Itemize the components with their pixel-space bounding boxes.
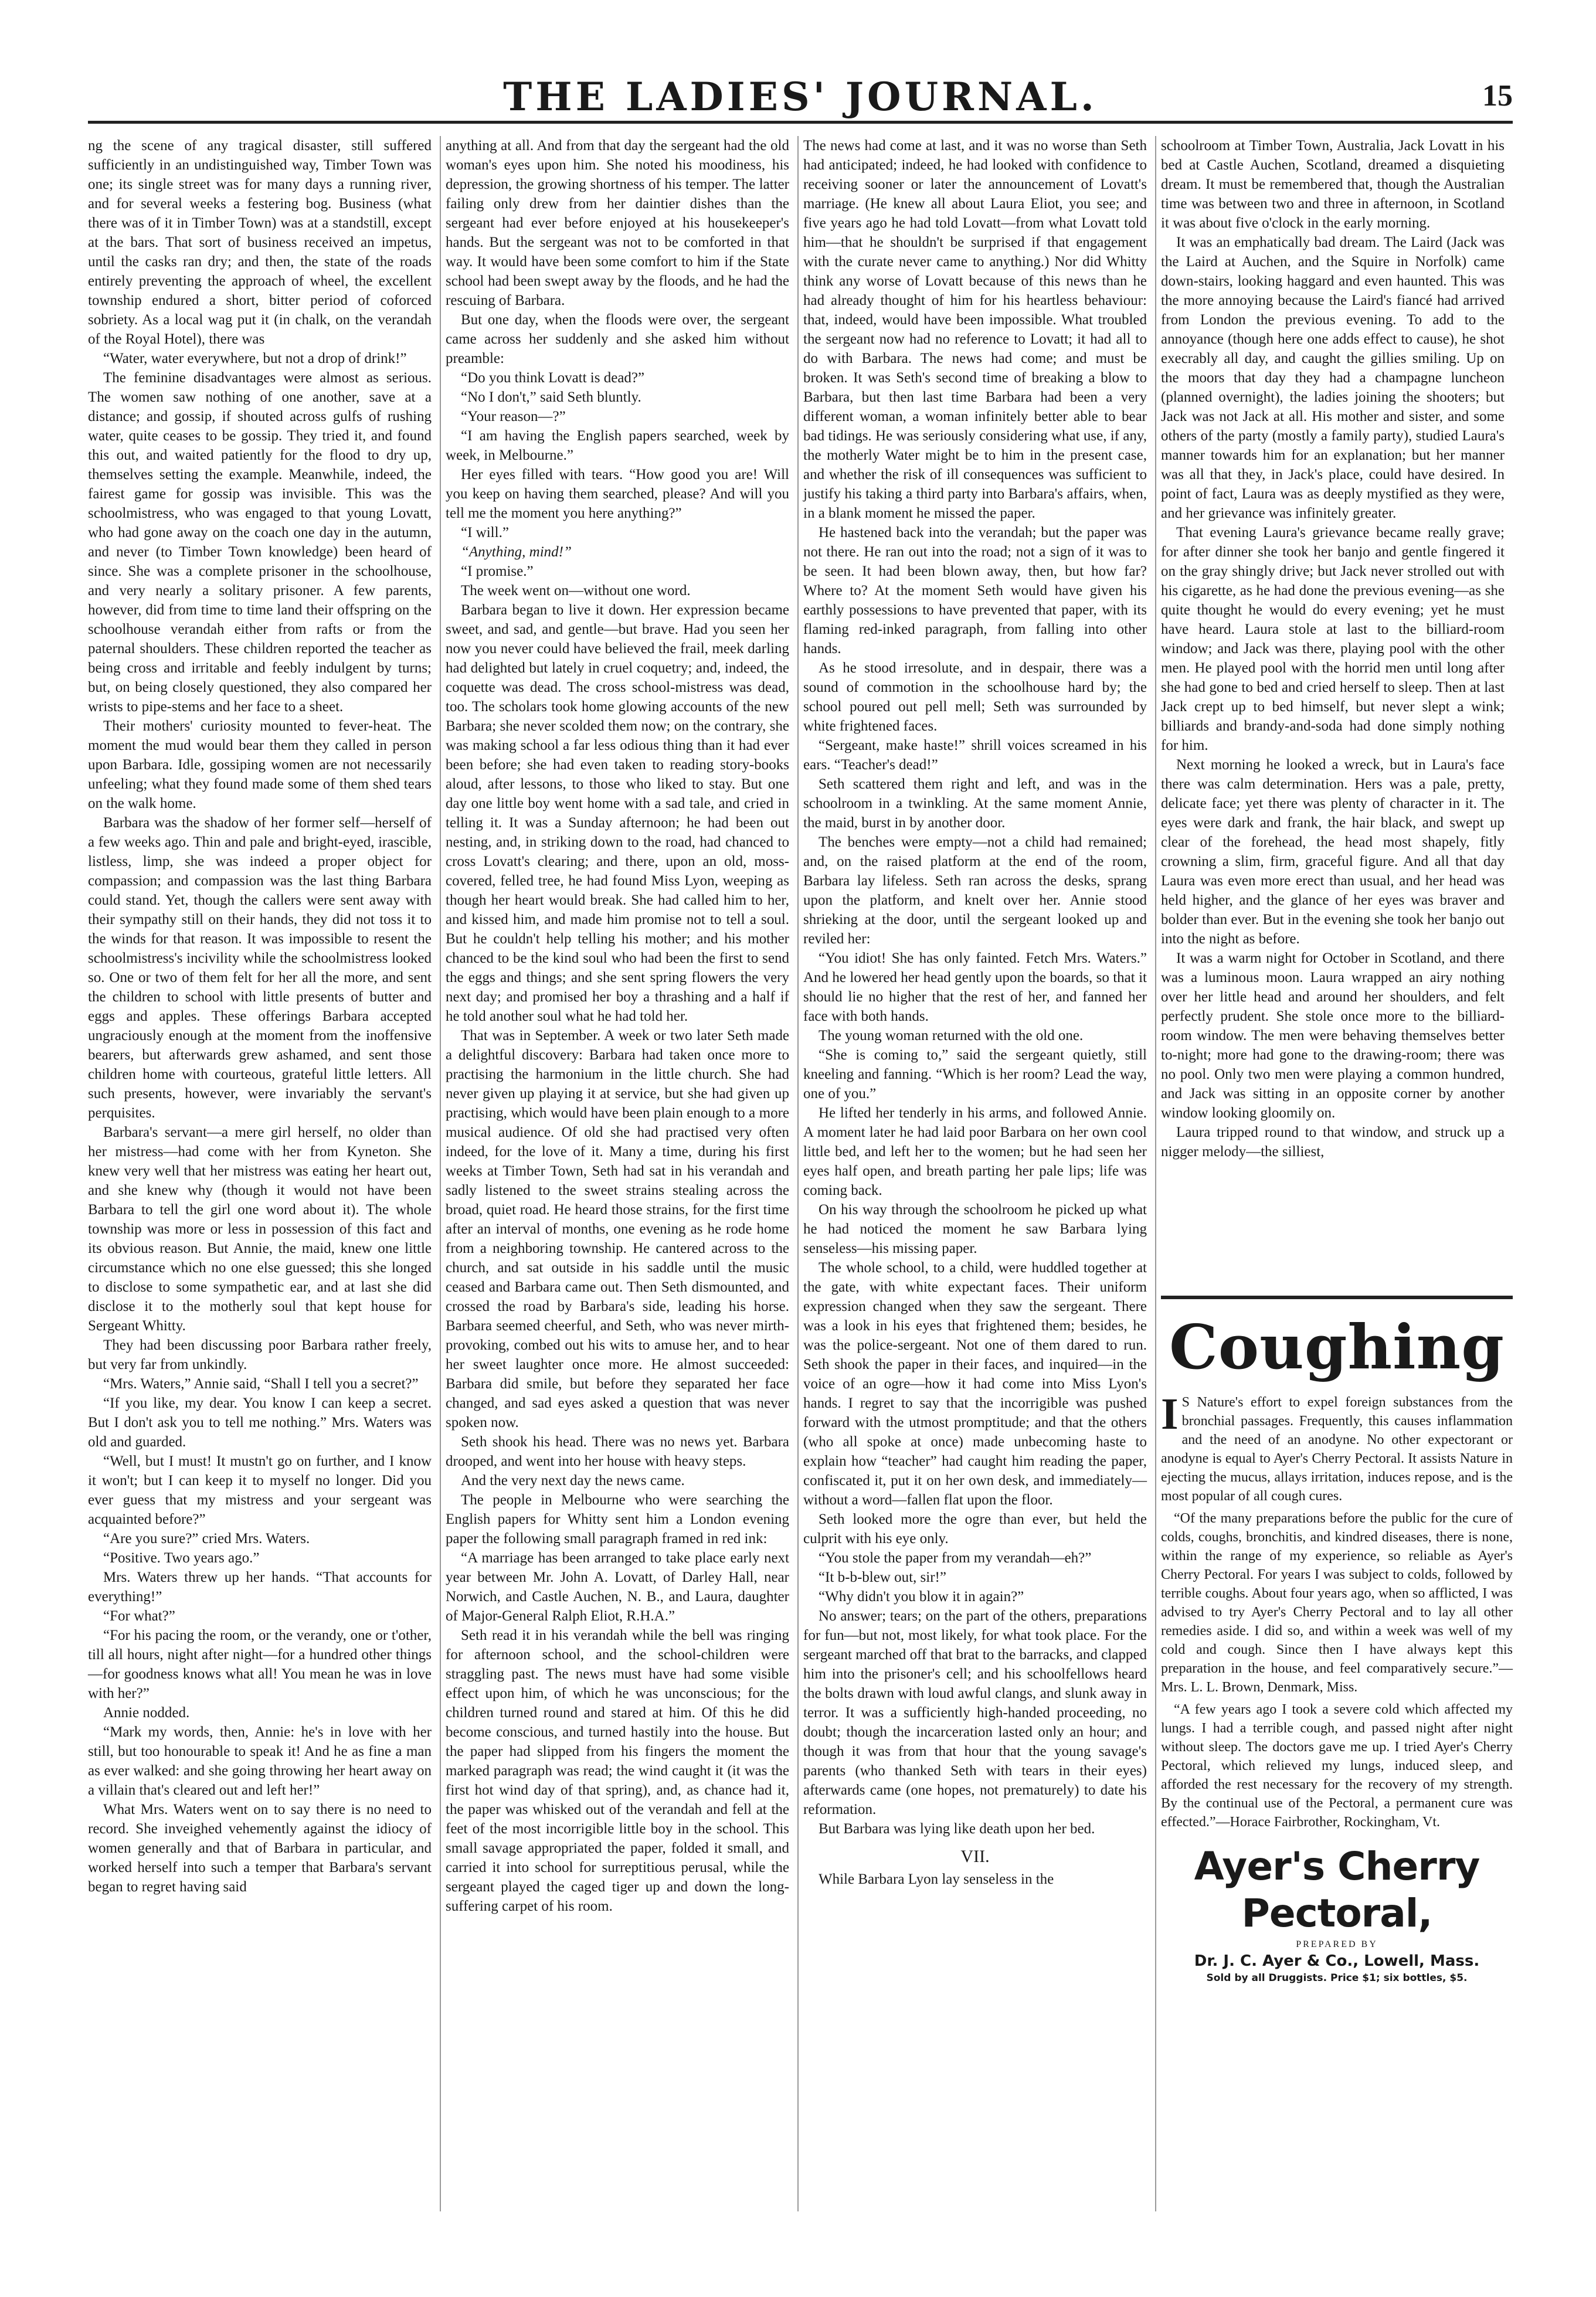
story-column-1 — [88, 136, 432, 2223]
story-paragraph: “For what?” — [103, 1608, 175, 1624]
story-column-4 — [1161, 136, 1505, 1273]
story-paragraph: That was in September. A week or two later Seth made a delightful discovery: Barbara had taken once more to practising the harmonium in the little church. She had never given up playing it at service, but she had given up practising, which would have been plain enough to a more musical audience. Of old she had practised very often indeed, for the love of it. Many a time, during his first weeks at Timber Town, Seth had sat in his verandah and sadly listened to the sweet strains stealing across the broad, quiet road. He heard those strains, for the first time after an interval of months, one evening as he rode home from a neighboring township. He cantered across to the church, and sat outside in his saddle until the music ceased and Barbara came out. Then Seth dismounted, and crossed the road by Barbara's side, leading his horse. Barbara seemed cheerful, and Seth, who was never mirth-provoking, combed out his wits to amuse her, and to hear her sweet laughter once more. He almost succeeded: Barbara did smile, but before they separated her face changed, and sad eyes asked a question that was never spoken now. — [446, 1028, 789, 1430]
ad-intro — [1161, 1389, 1513, 1506]
story-paragraph: As he stood irresolute, and in despair, there was a sound of commotion in the schoolhouse hard by; the school poured out pell mell; Seth was surrounded by white frightened faces. — [803, 660, 1147, 734]
story-paragraph: “You stole the paper from my verandah—eh?” — [819, 1550, 1092, 1566]
story-paragraph: Seth looked more the ogre than ever, but held the culprit with his eye only. — [803, 1511, 1147, 1547]
story-paragraph: “Mark my words, then, Annie: he's in love with her still, but too honourable to speak it! And he as fine a man as ever walked: and she going throwing her heart away on a villain that's cleared out and left her!” — [88, 1724, 432, 1798]
story-paragraph: Their mothers' curiosity mounted to fever-heat. The moment the mud would bear them they called in person upon Barbara. Idle, gossiping women are not necessarily unfeeling; what they found made some of them shed tears on the walk home. — [88, 718, 432, 811]
story-column-2 — [446, 136, 789, 2223]
ad-testimonial: “A few years ago I took a severe cold which affected my lungs. I had a terrible cough, and passed night after night without sleep. The doctors gave me up. I tried Ayer's Cherry Pectoral, which relieved my lungs, induced sleep, and afforded the rest necessary for the recovery of my strength. By the continual use of the Pectoral, a permanent cure was effected.”—Horace Fairbrother, Rockingham, Vt. — [1161, 1702, 1513, 1830]
story-paragraph: It was a warm night for October in Scotland, and there was a luminous moon. Laura wrapped an airy nothing over her little head and around her shoulders, and felt perfectly prudent. She stole once more to the billiard-room window. The men were behaving themselves better to-night; more had gone to the drawing-room; there was no pool. Only two men were playing a common hundred, and Jack was sitting in an opposite corner by another window looking gloomily on. — [1161, 950, 1505, 1121]
story-paragraph: He lifted her tenderly in his arms, and followed Annie. A moment later he had laid poor Barbara on her own cool little bed, and left her to the women; but he had seen her eyes half open, and breath parting her pale lips; life was coming back. — [803, 1105, 1147, 1198]
story-paragraph: “Water, water everywhere, but not a drop of drink!” — [103, 351, 407, 366]
story-paragraph: “For his pacing the room, or the verandy, one or t'other, till all hours, night after night—for a hundred other things—for goodness knows what all! You mean he was in love with her?” — [88, 1627, 432, 1701]
story-paragraph: “Anything, mind!” — [461, 544, 572, 560]
story-paragraph: While Barbara Lyon lay senseless in the — [819, 1871, 1054, 1887]
story-paragraph: “I will.” — [461, 525, 509, 541]
story-paragraph: Her eyes filled with tears. “How good you are! Will you keep on having them searched, please? And will you tell me the moment you here anything?” — [446, 467, 789, 521]
story-paragraph: What Mrs. Waters went on to say there is no need to record. She inveighed vehemently against the idiocy of women generally and that of Barbara in particular, and worked herself into such a temper that Barbara's servant began to regret having said — [88, 1802, 432, 1895]
story-paragraph: No answer; tears; on the part of the others, preparations for fun—but not, most likely, for what took place. For the sergeant marched off that brat to the barracks, and clapped him into the prisoner's cell; and his schoolfellows heard the bolts drawn with loud awful clangs, and slunk away in terror. It was a sufficiently high-handed proceeding, no doubt; though the incarceration lasted only an hour; and though it was from that hour that the young savage's parents (who thanked Seth with tears in their eyes) afterwards came (one hopes, not prematurely) to date his reformation. — [803, 1608, 1147, 1817]
story-paragraph: Mrs. Waters threw up her hands. “That accounts for everything!” — [88, 1569, 432, 1605]
journal-title: THE LADIES' JOURNAL. — [503, 74, 1098, 120]
story-paragraph: He hastened back into the verandah; but the paper was not there. He ran out into the road; not a sign of it was to be seen. It had been blown away, then, but how far? Where to? At the moment Seth would have given his earthly possessions to have prevented that paper, with its flaming red-inked paragraph, from falling into other hands. — [803, 525, 1147, 657]
story-paragraph: “No I don't,” said Seth bluntly. — [461, 389, 641, 405]
story-paragraph: “You idiot! She has only fainted. Fetch Mrs. Waters.” And he lowered her head gently upon the boards, so that it should lie no higher that the rest of her, and fanned her face with both hands. — [803, 950, 1147, 1024]
masthead — [88, 70, 1513, 123]
story-paragraph: Seth read it in his verandah while the bell was ringing for afternoon school, and the school-children were straggling past. The news must have had some visible effect upon him, of which he was unconscious; for the children turned round and stared at him. Of this he did become conscious, and turned hastily into the house. But the paper had slipped from his fingers the moment the marked paragraph was read; the wind caught it (it was the first hot wind day of that spring), and, as chance had it, the paper was whisked out of the verandah and fell at the feet of the most incorrigible little boy in the school. This small savage appropriated the paper, folded it small, and carried it into school for surreptitious perusal, while the sergeant played the caged tiger up and down the long-suffering carpet of his room. — [446, 1627, 789, 1914]
story-paragraph: “I am having the English papers searched, week by week, in Melbourne.” — [446, 428, 789, 463]
story-paragraph: On his way through the schoolroom he picked up what he had noticed the moment he saw Barbara lying senseless—his missing paper. — [803, 1202, 1147, 1256]
story-paragraph: Barbara began to live it down. Her expression became sweet, and sad, and gentle—but brave. Had you seen her now you never could have believed the frail, meek darling had delighted but lately in cruel coquetry; and, indeed, the coquette was dead. The cross school-mistress was dead, too. The scholars took home glowing accounts of the new Barbara; she never scolded them now; on the contrary, she was making school a far less odious thing than it had ever been before; she had even taken to reading story-books aloud, after lessons, to those who liked to stay. But one day one little boy went home with a sad tale, and cried in telling it. It was a Sunday afternoon; he had been out nesting, and, in striking down to the road, had chanced to cross Lovatt's clearing; and there, upon an old, moss-covered, felled tree, he had found Miss Lyon, weeping as though her heart would break. She had called him to her, and kissed him, and made him promise not to tell a soul. But he couldn't help telling his mother; and his mother chanced to be the kind soul who had been the first to send the eggs and things; and she sent spring flowers the very next day; and promised her boy a thrashing and a half if he told another soul what he had told her. — [446, 602, 789, 1024]
story-paragraph: schoolroom at Timber Town, Australia, Jack Lovatt in his bed at Castle Auchen, Scotland, dreamed a disquieting dream. It must be remembered that, though the Australian time was between two and three in afternoon, in Scotland it was about five o'clock in the early morning. — [1161, 138, 1505, 231]
chapter-heading: VII. — [960, 1847, 990, 1866]
story-paragraph: “It b-b-blew out, sir!” — [819, 1569, 946, 1585]
story-paragraph: But Barbara was lying like death upon her bed. — [819, 1821, 1095, 1837]
ad-headline: Coughing — [1169, 1311, 1505, 1383]
story-paragraph: “She is coming to,” said the sergeant quietly, still kneeling and fanning. “Which is her room? Lead the way, one of you.” — [803, 1047, 1147, 1102]
column-divider — [797, 136, 799, 2211]
ad-prepared-by: PREPARED BY — [1296, 1939, 1378, 1949]
ad-testimonial: “Of the many preparations before the public for the cure of colds, coughs, bronchitis, and kindred diseases, there is none, within the range of my experience, so reliable as Ayer's Cherry Pectoral. For years I was subject to colds, followed by terrible coughs. About four years ago, when so afflicted, I was advised to try Ayer's Cherry Pectoral and to lay all other remedies aside. I did so, and within a week was well of my cold and cough. Since then I have always kept this preparation in the house, and feel comparatively secure.”—Mrs. L. L. Brown, Denmark, Miss. — [1161, 1511, 1513, 1695]
ad-sold-by: Sold by all Druggists. Price $1; six bottles, $5. — [1206, 1972, 1468, 1984]
story-paragraph: That evening Laura's grievance became really grave; for after dinner she took her banjo and gentle fingered it on the gray shingly drive; but Jack never strolled out with his cigarette, as he had done the previous evening—as she quite thought he would do every evening; yet he must have heard. Laura stole at last to the billiard-room window; and Jack was there, playing pool with the other men. He played pool with the horrid men until long after she had gone to bed and cried herself to sleep. Then at last Jack crept up to bed himself, but never slept a wink; billiards and brandy-and-soda had done simply nothing for him. — [1161, 525, 1505, 753]
story-paragraph: It was an emphatically bad dream. The Laird (Jack was the Laird at Auchen, and the Squire in Norfolk) came down-stairs, looking haggard and even haunted. This was the more annoying because the Laird's fiancé had arrived from London the previous evening. To add to the annoyance (though here one adds effect to cause), he shot execrably all day, and caught the gillies smiling. Up on the moors that day they had a champagne luncheon (planned overnight), the ladies joining the shooters; but Jack was not Jack at all. His mother and sister, and some others of the party (mostly a family party), studied Laura's manner towards him for an explanation; but her manner was all that they, in Jack's place, could have desired. In point of fact, Laura was as deeply mystified as they were, and her grievance was infinitely greater. — [1161, 235, 1505, 521]
story-paragraph: “Why didn't you blow it in again?” — [819, 1589, 1024, 1605]
story-column-3 — [803, 136, 1147, 2223]
ad-brand-name: Ayer's Cherry Pectoral, — [1194, 1844, 1480, 1936]
story-paragraph: Seth scattered them right and left, and was in the schoolroom in a twinkling. At the same moment Annie, the maid, burst in by another door. — [803, 776, 1147, 831]
story-paragraph: anything at all. And from that day the sergeant had the old woman's eyes upon him. She noted his moodiness, his depression, the growing shortness of his temper. The latter failing only drew from her daintier dishes than the sergeant had ever before enjoyed at his housekeeper's hands. But the sergeant was not to be comforted in that way. It would have been some comfort to him if the State school had been swept away by the floods, and he had the rescuing of Barbara. — [446, 138, 789, 308]
story-paragraph: The news had come at last, and it was no worse than Seth had anticipated; indeed, he had looked with confidence to receiving sooner or later the announcement of Lovatt's marriage. (He knew all about Laura Eliot, you see; and five years ago he had told Lovatt—from what Lovatt told him—that he shouldn't be surprised if that engagement with the curate never came to anything.) Nor did Whitty think any worse of Lovatt because of this news than he had already thought of him for his heartless behaviour: that, indeed, would have been impossible. What troubled the sergeant now had no reference to Lovatt; it had all to do with Barbara. The news had come; and must be broken. It was Seth's second time of breaking a blow to Barbara, but then last time Barbara had been a very different woman, a woman infinitely better able to bear bad tidings. He was seriously considering what use, if any, the motherly Water might be to him in the present case, and whether the risk of ill consequences was sufficient to justify his taking a third party into Barbara's affairs, when, in a blank moment he missed the paper. — [803, 138, 1147, 521]
story-paragraph: They had been discussing poor Barbara rather freely, but very far from unkindly. — [88, 1337, 432, 1372]
story-paragraph: “A marriage has been arranged to take place early next year between Mr. John A. Lovatt, of Darley Hall, near Norwich, and Castle Auchen, N. B., and Laura, daughter of Major-General Ralph Eliot, R.H.A.” — [446, 1550, 789, 1624]
story-paragraph: The feminine disadvantages were almost as serious. The women saw nothing of one another, save at a distance; and gossip, if shouted across gulfs of rushing water, quite ceases to be gossip. They tried it, and found this out, and waited patiently for the flood to dry up, themselves setting the example. Meanwhile, indeed, the fairest game for gossip was invisible. This was the schoolmistress, who was engaged to that young Lovatt, who had gone away on the coach one day in the autumn, and never (to Timber Town knowledge) been heard of since. She was a complete prisoner in the schoolhouse, and very nearly a solitary prisoner. A few parents, however, did from time to time land their offspring on the schoolhouse verandah either from rafts or from the paternal shoulders. These children reported the teacher as being cross and irritable and feebly indulgent by turns; but, on being closely questioned, they also compared her wrists to pipe-stems and her face to a sheet. — [88, 370, 432, 715]
ad-intro-text: S Nature's effort to expel foreign substances from the bronchial passages. Frequently, this causes inflammation and the need of an anodyne. No other expectorant or anodyne is equal to Ayer's Cherry Pectoral. It assists Nature in ejecting the mucus, allays irritation, induces repose, and is the most popular of all cough cures. — [1161, 1395, 1513, 1504]
masthead-rule — [88, 121, 1513, 124]
story-paragraph: But one day, when the floods were over, the sergeant came across her suddenly and she asked him without preamble: — [446, 312, 789, 366]
story-paragraph: The benches were empty—not a child had remained; and, on the raised platform at the end of the room, Barbara lay lifeless. Seth ran across the desks, sprang upon the platform, and knelt over her. Annie stood shrieking at the door, until the sergeant looked up and reviled her: — [803, 834, 1147, 947]
story-paragraph: “Well, but I must! It mustn't go on further, and I know it won't; but I can keep it to myself no longer. Did you ever guess that my mistress and your sergeant was acquainted before?” — [88, 1453, 432, 1527]
story-paragraph: Barbara's servant—a mere girl herself, no older than her mistress—had come with her from Kyneton. She knew very well that her mistress was eating her heart out, and she knew why (though it would not have been Barbara to tell the girl one word about it). The whole township was more or less in possession of this fact and its obvious reason. But Annie, the maid, knew one little circumstance which no one else guessed; this she longed to disclose to some sympathetic ear, and at last she did disclose it to the motherly soul that kept house for Sergeant Whitty. — [88, 1124, 432, 1334]
story-paragraph: Barbara was the shadow of her former self—herself of a few weeks ago. Thin and pale and bright-eyed, irascible, listless, limp, she was indeed a proper object for compassion; and compassion was the last thing Barbara could stand. Yet, though the callers were sent away with their sympathy still on their hands, they did not toss it to the winds for that reason. It was impossible to resent the schoolmistress's incivility while the schoolmistress looked so. One or two of them felt for her all the more, and sent the children to school with little presents of butter and eggs and apples. These offerings Barbara accepted ungraciously enough at the moment from the inoffensive bearers, but afterwards grew ashamed, and sent those children home with courteous, grateful little letters. All such presents, however, were invariably the servant's perquisites. — [88, 815, 432, 1121]
story-paragraph: “Positive. Two years ago.” — [103, 1550, 260, 1566]
story-paragraph: “Your reason—?” — [461, 409, 566, 424]
story-paragraph: “Sergeant, make haste!” shrill voices screamed in his ears. “Teacher's dead!” — [803, 738, 1147, 773]
ad-dropcap: I — [1161, 1389, 1179, 1439]
ad-maker: Dr. J. C. Ayer & Co., Lowell, Mass. — [1194, 1952, 1480, 1970]
column-divider — [440, 136, 441, 2211]
story-paragraph: The young woman returned with the old one. — [819, 1028, 1084, 1044]
story-paragraph: Annie nodded. — [103, 1705, 190, 1721]
story-paragraph: “Mrs. Waters,” Annie said, “Shall I tell you a secret?” — [103, 1376, 419, 1392]
ayers-cherry-pectoral-advertisement — [1161, 1296, 1513, 2175]
story-paragraph: “Do you think Lovatt is dead?” — [461, 370, 645, 386]
story-paragraph: ng the scene of any tragical disaster, still suffered sufficiently in an undistinguished way, Timber Town was one; its single street was for many days a running river, and for several weeks a festering bog. Business (what there was of it in Timber Town) was at a standstill, except at the bars. That sort of business received an impetus, until the casks ran dry; and then, the state of the roads entirely preventing the approach of wheel, the excellent township endured a short, bitter period of coforced sobriety. As a local wag put it (in chalk, on the verandah of the Royal Hotel), there was — [88, 138, 432, 347]
ad-body — [1161, 1389, 1513, 1832]
story-paragraph: “I promise.” — [461, 563, 534, 579]
story-paragraph: Laura tripped round to that window, and struck up a nigger melody—the silliest, — [1161, 1124, 1505, 1160]
ad-top-rule — [1161, 1296, 1513, 1299]
story-paragraph: “If you like, my dear. You know I can keep a secret. But I don't ask you to tell me nothing.” Mrs. Waters was old and guarded. — [88, 1395, 432, 1450]
column-divider — [1155, 136, 1156, 2211]
story-paragraph: The people in Melbourne who were searching the English papers for Whitty sent him a London evening paper the following small paragraph framed in red ink: — [446, 1492, 789, 1547]
story-paragraph: Next morning he looked a wreck, but in Laura's face there was calm determination. Hers was a pale, pretty, delicate face; yet there was plenty of character in it. The eyes were dark and frank, the hair black, and swept up clear of the forehead, the head most shapely, fitly crowning a slim, firm, graceful figure. And all that day Laura was even more erect than usual, and her head was held higher, and the glance of her eyes was braver and bolder than ever. But in the evening she took her banjo out into the night as before. — [1161, 757, 1505, 947]
story-paragraph: The whole school, to a child, were huddled together at the gate, with white expectant faces. Their uniform expression changed when they saw the sergeant. There was a look in his eyes that frightened them; besides, he was the police-sergeant. Not one of them dared to run. Seth shook the paper in their faces, and inquired—in the voice of an ogre—how it had come into Miss Lyon's hands. I regret to say that the incorrigible was pushed forward with the utmost promptitude; and that the others (who all spoke at once) made unbecoming haste to explain how “teacher” had caught him reading the paper, confiscated it, put it on her own desk, and immediately—without a word—fallen flat upon the floor. — [803, 1260, 1147, 1508]
story-paragraph: “Are you sure?” cried Mrs. Waters. — [103, 1531, 310, 1547]
story-paragraph: Seth shook his head. There was no news yet. Barbara drooped, and went into her house with heavy steps. — [446, 1434, 789, 1469]
story-paragraph: The week went on—without one word. — [461, 583, 691, 599]
page-number: 15 — [1482, 79, 1513, 113]
story-paragraph: And the very next day the news came. — [461, 1473, 685, 1489]
